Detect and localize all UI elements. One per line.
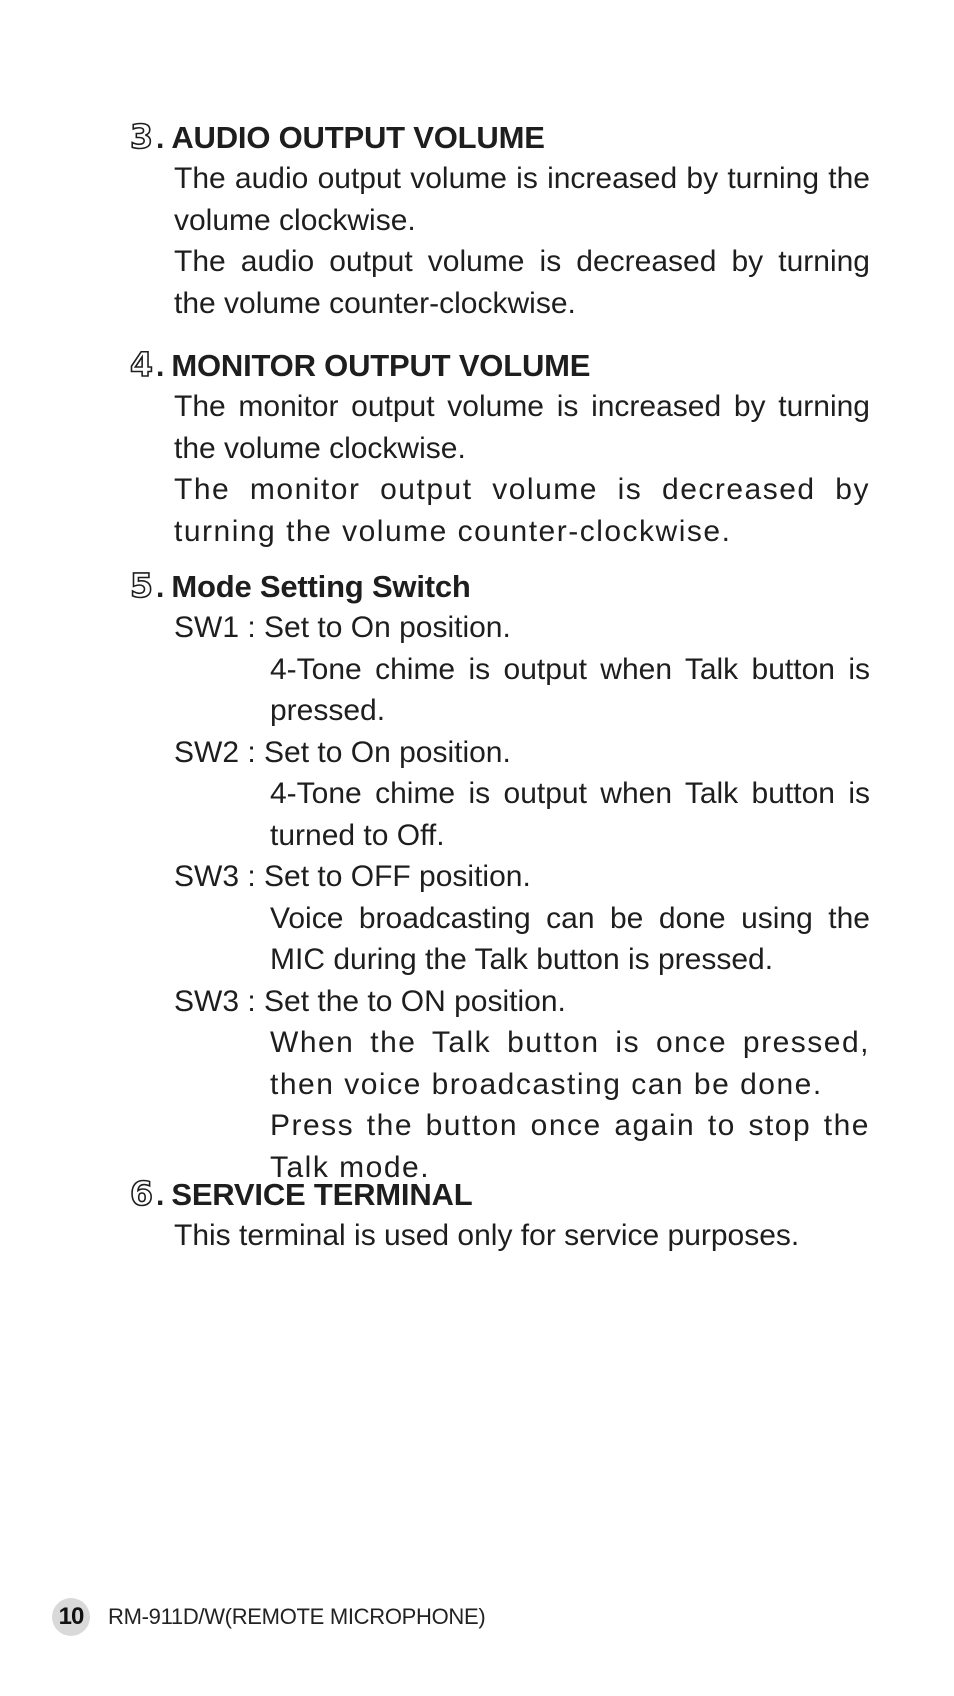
switch-label: SW3 : Set the to ON position.: [174, 984, 566, 1018]
section-header: 3 . AUDIO OUTPUT VOLUME: [130, 116, 870, 158]
section-mode-setting-switch: [130, 565, 870, 1188]
page-footer: [52, 1598, 485, 1636]
section-number: 5: [130, 566, 153, 605]
section-title: MONITOR OUTPUT VOLUME: [171, 348, 591, 383]
switch-description: Voice broadcasting can be done using the MIC during the Talk button is pressed.: [270, 901, 870, 976]
switch-description: 4-Tone chime is output when Talk button is turned to Off.: [270, 777, 870, 852]
section-header: 5 . Mode Setting Switch: [130, 565, 870, 607]
paragraph: The audio output volume is decreased by turning the volume counter-clockwise.: [174, 245, 870, 320]
paragraph: The monitor output volume is increased by turning the volume clockwise.: [174, 390, 870, 465]
paragraph: The audio output volume is increased by turning the volume clockwise.: [174, 162, 870, 237]
switch-label: SW3 : Set to OFF position.: [174, 860, 531, 893]
page-number-badge: [52, 1598, 90, 1636]
section-audio-output-volume: [130, 116, 870, 324]
switch-description: 4-Tone chime is output when Talk button is pressed.: [270, 652, 870, 727]
switch-description: When the Talk button is once pressed, then voice broadcasting can be done.: [270, 1026, 870, 1101]
switch-sw2: [130, 732, 870, 857]
section-title: AUDIO OUTPUT VOLUME: [171, 120, 545, 155]
paragraph: This terminal is used only for service purposes.: [174, 1219, 800, 1252]
switch-sw3-on: [130, 981, 870, 1189]
section-number: 3: [130, 117, 153, 156]
section-title: Mode Setting Switch: [171, 569, 471, 604]
section-body: [174, 158, 870, 324]
switch-sw3-off: [130, 856, 870, 981]
switch-label: SW1 : Set to On position.: [174, 611, 511, 644]
switch-label: SW2 : Set to On position.: [174, 735, 511, 769]
section-header: 4 . MONITOR OUTPUT VOLUME: [130, 344, 870, 386]
switch-sw1: [130, 607, 870, 732]
section-body: [174, 1215, 870, 1257]
model-name: RM-911D/W(REMOTE MICROPHONE): [108, 1604, 486, 1629]
section-title: SERVICE TERMINAL: [171, 1177, 473, 1212]
section-service-terminal: [130, 1173, 870, 1257]
section-body: [174, 386, 870, 552]
switch-description: Press the button once again to stop the Talk mode.: [270, 1109, 870, 1184]
page-number: 10: [58, 1603, 84, 1630]
section-header: 6 . SERVICE TERMINAL: [130, 1173, 870, 1215]
section-number: 4: [130, 345, 153, 384]
section-number: 6: [130, 1174, 153, 1213]
section-monitor-output-volume: [130, 344, 870, 552]
paragraph: The monitor output volume is decreased by turning the volume counter-clockwise.: [174, 473, 870, 548]
